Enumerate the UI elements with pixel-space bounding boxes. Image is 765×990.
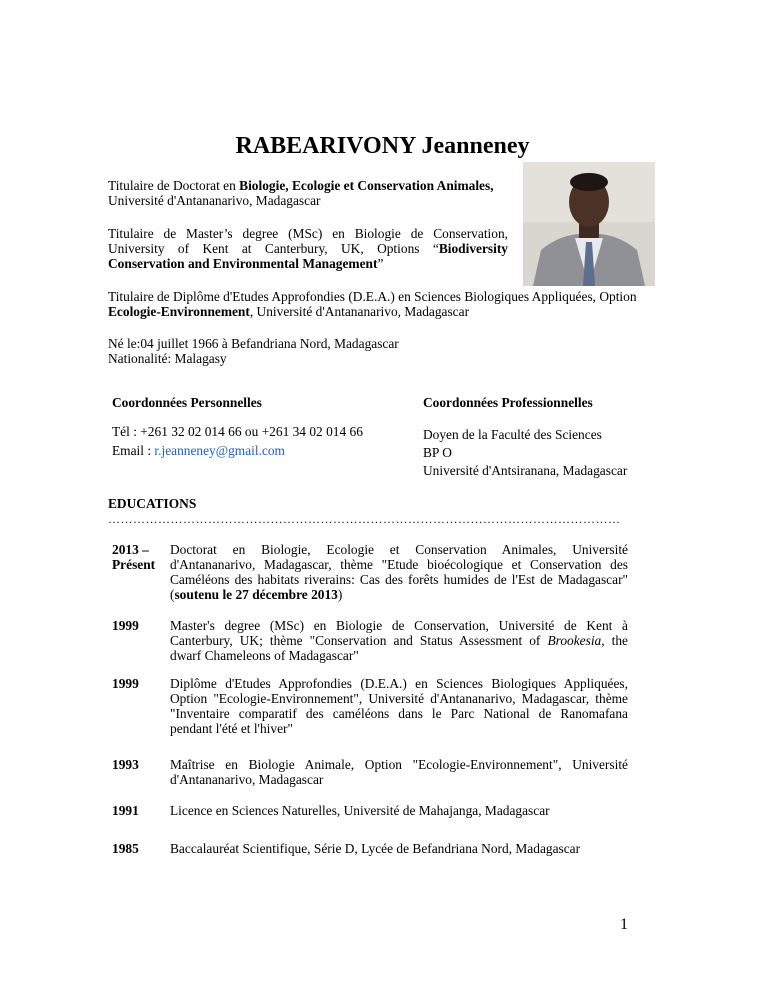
doctorat-line: Titulaire de Doctorat en Biologie, Ecologie et Conservation Animales, [108,178,494,193]
edu-year: 1999 [112,676,139,691]
nationality: Nationalité: Malagasy [108,351,227,366]
edu-year: 1985 [112,841,139,856]
edu-description: Baccalauréat Scientifique, Série D, Lycée de Befandriana Nord, Madagascar [170,841,581,856]
dotted-separator: …………………………………………………………………………………………………………… [108,513,621,525]
edu-year: 1999 [112,618,139,633]
email-line: Email : r.jeanneney@gmail.com [112,443,285,458]
educations-heading: EDUCATIONS [108,496,197,511]
dea-line: Titulaire de Diplôme d'Etudes Approfondies (D.E.A.) en Sciences Biologiques Appliquées, Option [108,289,637,304]
phone-number: Tél : +261 32 02 014 66 ou +261 34 02 014 66 [112,424,363,439]
doctorat-university: Université d'Antananarivo, Madagascar [108,193,321,208]
pro-line-1: Doyen de la Faculté des Sciences [423,427,602,442]
profile-photo [523,162,655,286]
email-link[interactable]: r.jeanneney@gmail.com [154,443,285,458]
pro-line-2: BP O [423,445,452,460]
edu-year: 2013 – Présent [112,542,156,572]
edu-description: Master's degree (MSc) en Biologie de Conservation, Université de Kent à Canterbury, UK; thème "Conservation and Status Assessment of Brookesia, the dwarf Chameleons of Madagascar" [170,618,628,663]
edu-description: Doctorat en Biologie, Ecologie et Conservation Animales, Université d'Antananarivo, Madagascar, thème "Etude bioécologique et Conservation des Caméléons des habitats riverains: Cas des forêts humides de l'Est de Madagascar" (soutenu le 27 décembre 2013) [170,542,628,602]
edu-year: 1993 [112,757,139,772]
pro-line-3: Université d'Antsiranana, Madagascar [423,463,628,478]
edu-description: Maîtrise en Biologie Animale, Option "Ecologie-Environnement", Université d'Antananarivo, Madagascar [170,757,628,787]
page-number: 1 [620,916,628,933]
cv-name-title: RABEARIVONY Jeanneney [235,133,530,159]
professional-contacts-heading: Coordonnées Professionnelles [423,395,593,410]
master-paragraph: Titulaire de Master’s degree (MSc) en Biologie de Conservation, University of Kent at Canterbury, UK, Options “Biodiversity Conservation and Environmental Management” [108,226,508,271]
birth-info: Né le:04 juillet 1966 à Befandriana Nord, Madagascar [108,336,399,351]
edu-description: Diplôme d'Etudes Approfondies (D.E.A.) en Sciences Biologiques Appliquées, Option "Ecologie-Environnement", Université d'Antananarivo, Madagascar, thème "Inventaire comparatif des caméléons dans le Parc National de Ranomafana pendant l'été et l'hiver" [170,676,628,736]
edu-year: 1991 [112,803,139,818]
edu-description: Licence en Sciences Naturelles, Université de Mahajanga, Madagascar [170,803,550,818]
personal-contacts-heading: Coordonnées Personnelles [112,395,262,410]
dea-line-2: Ecologie-Environnement, Université d'Antananarivo, Madagascar [108,304,470,319]
